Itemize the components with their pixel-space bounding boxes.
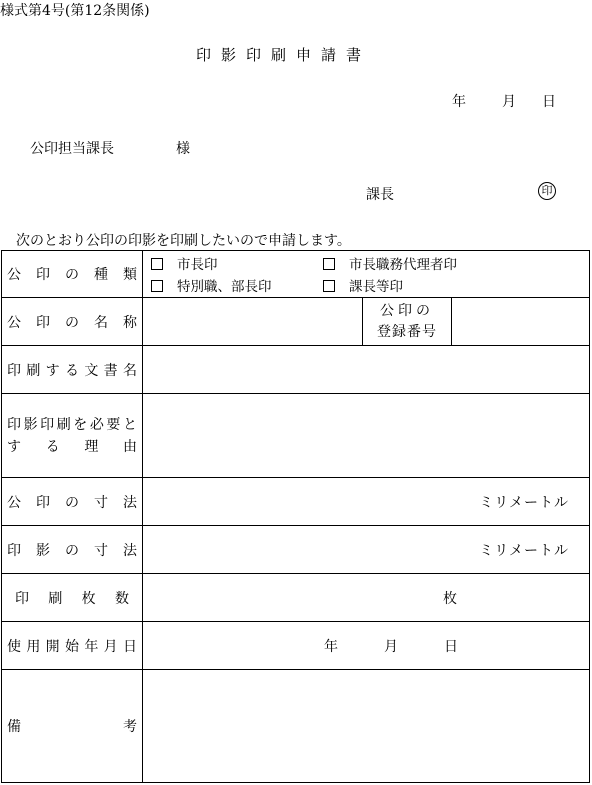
remarks-field[interactable]	[143, 670, 590, 783]
print-count-unit: 枚	[443, 590, 457, 607]
start-date-year: 年	[324, 638, 338, 655]
page-title: 印影印刷申請書	[196, 46, 372, 64]
checkbox-icon[interactable]	[323, 258, 335, 270]
start-date-field[interactable]	[143, 622, 590, 670]
checkbox-icon[interactable]	[151, 280, 163, 292]
registration-number-field[interactable]	[452, 298, 590, 346]
row-seal-type	[2, 251, 590, 298]
row-reason	[2, 394, 590, 478]
checkbox-icon[interactable]	[151, 258, 163, 270]
label-seal-size: 公 印 の 寸 法	[2, 478, 143, 526]
date-month-label: 月	[502, 94, 516, 110]
addressee: 公印担当課長	[30, 141, 114, 157]
application-date-line	[452, 91, 556, 111]
start-date-day: 日	[444, 638, 458, 655]
row-document-name	[2, 346, 590, 394]
label-start-date: 使 用 開 始 年 月 日	[2, 622, 143, 670]
row-print-count	[2, 574, 590, 622]
option-mayor-seal[interactable]: 市長印	[151, 253, 323, 273]
label-print-count: 印 刷 枚 数	[2, 574, 143, 622]
seal-type-options	[143, 251, 590, 298]
reason-field[interactable]	[143, 394, 590, 478]
row-seal-name	[2, 298, 590, 346]
seal-name-field[interactable]	[143, 298, 363, 346]
application-form-table	[1, 250, 590, 783]
row-impression-size	[2, 526, 590, 574]
seal-mark-icon: 印	[538, 182, 556, 200]
label-registration-number: 公印の 登録番号	[363, 298, 452, 346]
impression-size-field[interactable]	[143, 526, 590, 574]
date-day-label: 日	[542, 94, 556, 110]
label-seal-type-text: 公 印 の 種 類	[7, 267, 137, 283]
label-impression-size: 印 影 の 寸 法	[2, 526, 143, 574]
print-count-field[interactable]	[143, 574, 590, 622]
form-number: 様式第4号(第12条関係)	[0, 3, 150, 19]
option-acting-mayor-seal[interactable]: 市長職務代理者印	[323, 253, 589, 273]
row-seal-size	[2, 478, 590, 526]
row-remarks	[2, 670, 590, 783]
seal-size-unit: ミリメートル	[479, 494, 569, 511]
label-seal-type	[2, 251, 143, 298]
option-section-chief-seal[interactable]: 課長等印	[323, 275, 589, 295]
label-seal-name: 公 印 の 名 称	[2, 298, 143, 346]
checkbox-icon[interactable]	[323, 280, 335, 292]
option-special-post-seal[interactable]: 特別職、部長印	[151, 275, 323, 295]
start-date-month: 月	[384, 638, 398, 655]
document-name-field[interactable]	[143, 346, 590, 394]
impression-size-unit: ミリメートル	[479, 542, 569, 559]
intro-text: 次のとおり公印の印影を印刷したいので申請します。	[16, 233, 351, 249]
date-year-label: 年	[452, 94, 466, 110]
row-start-date	[2, 622, 590, 670]
label-remarks: 備 考	[2, 670, 143, 783]
label-reason: 印 影 印 刷 を 必 要 と す る 理 由	[2, 394, 143, 478]
seal-size-field[interactable]	[143, 478, 590, 526]
label-document-name: 印 刷 す る 文 書 名	[2, 346, 143, 394]
applicant-title: 課長	[366, 187, 394, 203]
addressee-honorific: 様	[176, 141, 190, 157]
